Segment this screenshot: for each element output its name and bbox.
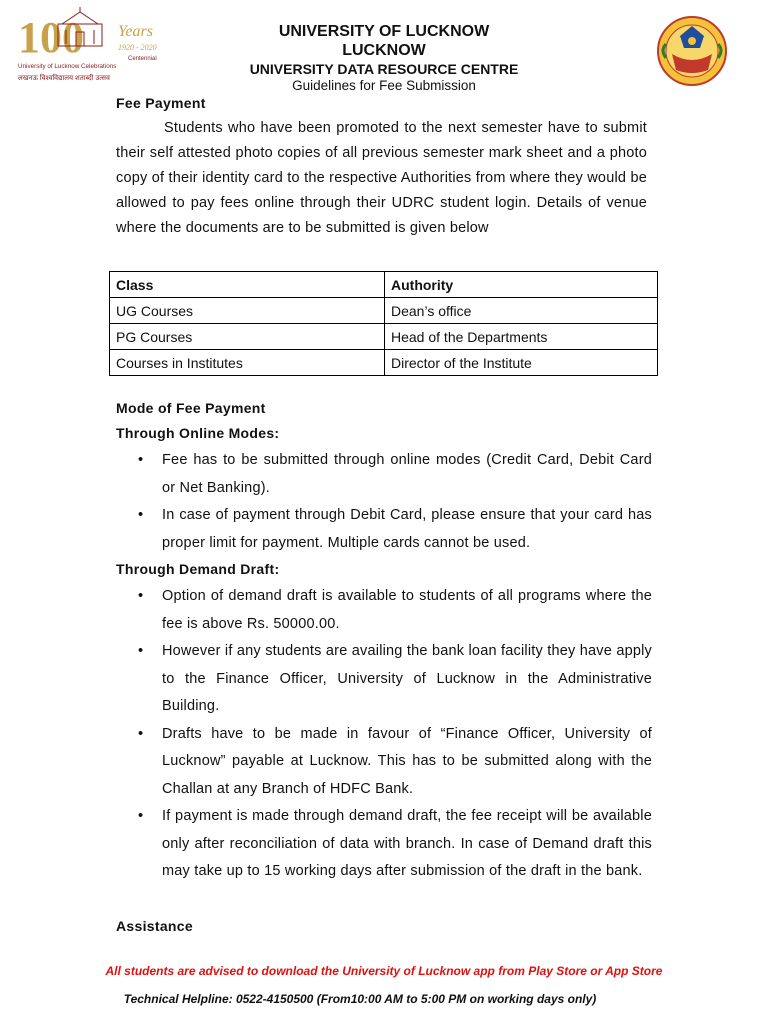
logo-celebrations: University of Lucknow Celebrations <box>18 63 117 70</box>
technical-helpline: Technical Helpline: 0522-4150500 (From10:00 AM to 5:00 PM on working days only) <box>123 992 597 1006</box>
logo-hindi: लखनऊ विश्वविद्यालय शताब्दी उत्सव <box>18 75 110 82</box>
list-item: • Drafts have to be made in favour of “Finance Officer, University of Lucknow” payable at Lucknow. This has to be submitted along with the Challan at any Branch of HDFC Bank. <box>136 721 652 804</box>
mode-heading: Mode of Fee Payment <box>116 400 266 416</box>
table-cell: Dean’s office <box>385 298 658 324</box>
table-row <box>110 350 658 376</box>
fee-payment-heading: Fee Payment <box>116 95 206 111</box>
app-download-notice: All students are advised to download the University of Lucknow app from Play Store or App Store <box>105 964 663 978</box>
fee-payment-paragraph <box>116 116 647 241</box>
table-header-authority: Authority <box>385 272 658 298</box>
table-row <box>110 298 658 324</box>
table-cell: UG Courses <box>110 298 385 324</box>
table-header-row <box>110 272 658 298</box>
table-cell: PG Courses <box>110 324 385 350</box>
online-modes-list <box>136 447 652 557</box>
table-cell: Head of the Departments <box>385 324 658 350</box>
city-title: LUCKNOW <box>342 42 426 59</box>
table-row <box>110 324 658 350</box>
list-item: • If payment is made through demand draft, the fee receipt will be available only after reconciliation of data with branch. In case of Demand draft this may take up to 15 working days after submission of the draft in the bank. <box>136 803 652 886</box>
logo-years: Years <box>118 23 153 40</box>
table-cell: Courses in Institutes <box>110 350 385 376</box>
logo-centennial: Centennial <box>128 56 157 62</box>
list-item: • Option of demand draft is available to students of all programs where the fee is above Rs. 50000.00. <box>136 583 652 638</box>
demand-draft-list <box>136 583 652 886</box>
demand-draft-heading: Through Demand Draft: <box>116 561 280 577</box>
table-cell: Director of the Institute <box>385 350 658 376</box>
list-item: • Fee has to be submitted through online modes (Credit Card, Debit Card or Net Banking). <box>136 447 652 502</box>
list-item: • However if any students are availing the bank loan facility they have apply to the Finance Officer, University of Lucknow in the Administrative Building. <box>136 638 652 721</box>
online-modes-heading: Through Online Modes: <box>116 425 280 441</box>
centre-title: UNIVERSITY DATA RESOURCE CENTRE <box>249 61 519 77</box>
assistance-heading: Assistance <box>116 918 193 934</box>
logo-number: 100 <box>18 13 84 62</box>
table-header-class: Class <box>110 272 385 298</box>
logo-dates: 1920 - 2020 <box>118 43 157 52</box>
list-item: • In case of payment through Debit Card, please ensure that your card has proper limit for payment. Multiple cards cannot be used. <box>136 502 652 557</box>
fee-payment-text: Students who have been promoted to the next semester have to submit their self attested photo copies of all previous semester mark sheet and a photo copy of their identity card to the respective Authorities from where they would be allowed to pay fees online through their UDRC student login. Details of venue where the documents are to be submitted is given below <box>116 120 647 236</box>
authority-table <box>109 271 658 376</box>
document-subtitle: Guidelines for Fee Submission <box>292 78 476 93</box>
university-title: UNIVERSITY OF LUCKNOW <box>278 23 490 40</box>
